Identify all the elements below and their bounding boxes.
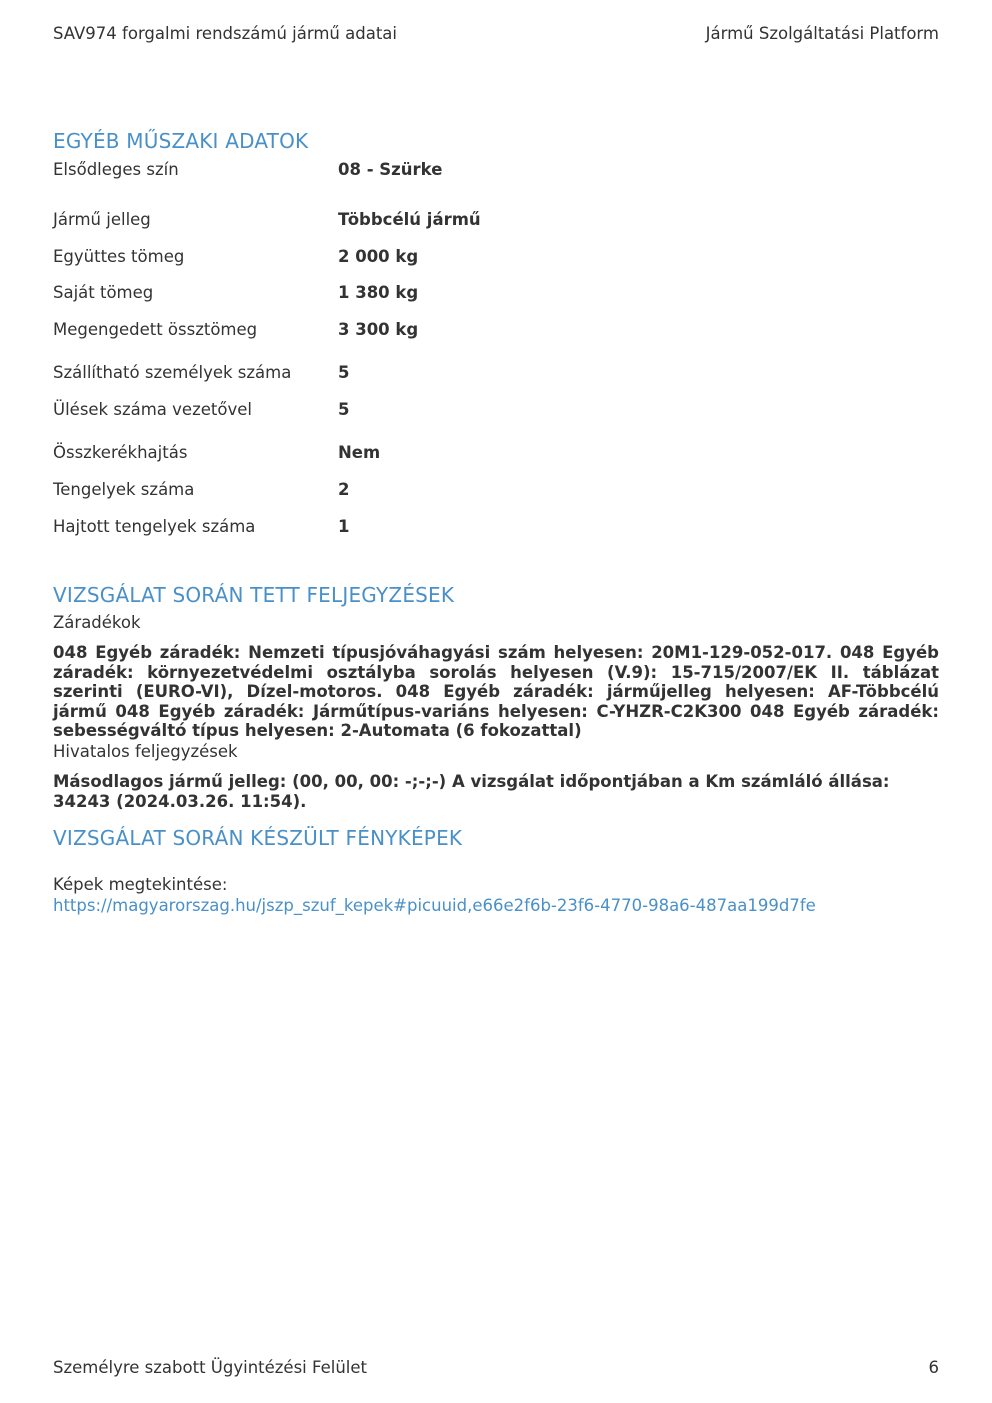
tech-row-label: Ülések száma vezetővel <box>53 400 252 419</box>
tech-row-label: Hajtott tengelyek száma <box>53 517 256 536</box>
header-vehicle-title: SAV974 forgalmi rendszámú jármű adatai <box>53 24 397 43</box>
tech-row-label: Elsődleges szín <box>53 160 179 179</box>
tech-row-label: Jármű jelleg <box>53 210 151 229</box>
tech-row-label: Szállítható személyek száma <box>53 363 292 382</box>
tech-row-value: 1 <box>338 517 350 536</box>
tech-row-value: 5 <box>338 363 350 382</box>
tech-row-label: Tengelyek száma <box>53 480 195 499</box>
tech-row-label: Összkerékhajtás <box>53 443 188 462</box>
tech-row-label: Saját tömeg <box>53 283 154 302</box>
section-title-technical-data: EGYÉB MŰSZAKI ADATOK <box>53 129 309 153</box>
header-platform-name: Jármű Szolgáltatási Platform <box>705 24 939 43</box>
page-number: 6 <box>928 1358 939 1377</box>
tech-row-value: 2 000 kg <box>338 247 419 266</box>
official-notes-label: Hivatalos feljegyzések <box>53 742 238 761</box>
tech-row-value: 1 380 kg <box>338 283 419 302</box>
section-title-photos: VIZSGÁLAT SORÁN KÉSZÜLT FÉNYKÉPEK <box>53 826 463 850</box>
tech-row-value: Többcélú jármű <box>338 210 481 229</box>
clauses-label: Záradékok <box>53 613 141 632</box>
clauses-text: 048 Egyéb záradék: Nemzeti típusjóváhagyási szám helyesen: 20M1-129-052-017. 048 Egyéb záradék: környezetvédelmi osztályba sorolás helyesen (V.9): 15-715/2007/EK II. táblázat szerinti (EURO-VI), Dízel-motoros. 048 Egyéb záradék: járműjelleg helyesen: AF-Többcélú jármű 048 Egyéb záradék: Járműtípus-variáns helyesen: C-YHZR-C2K300 048 Egyéb záradék: sebességváltó típus helyesen: 2-Automata (6 fokozattal) <box>53 643 939 740</box>
section-title-inspection-notes: VIZSGÁLAT SORÁN TETT FELJEGYZÉSEK <box>53 583 455 607</box>
tech-row-value: 3 300 kg <box>338 320 419 339</box>
official-notes-text: Másodlagos jármű jelleg: (00, 00, 00: -;-;-) A vizsgálat időpontjában a Km számláló állása: 34243 (2024.03.26. 11:54). <box>53 772 890 811</box>
tech-row-label: Együttes tömeg <box>53 247 185 266</box>
tech-row-label: Megengedett össztömeg <box>53 320 258 339</box>
photos-link[interactable]: https://magyarorszag.hu/jszp_szuf_kepek#picuuid,e66e2f6b-23f6-4770-98a6-487aa199d7fe <box>53 896 816 915</box>
photos-view-label: Képek megtekintése: <box>53 875 228 894</box>
tech-row-value: 08 - Szürke <box>338 160 443 179</box>
tech-row-value: 2 <box>338 480 350 499</box>
tech-row-value: Nem <box>338 443 381 462</box>
tech-row-value: 5 <box>338 400 350 419</box>
footer-interface-name: Személyre szabott Ügyintézési Felület <box>53 1358 367 1377</box>
